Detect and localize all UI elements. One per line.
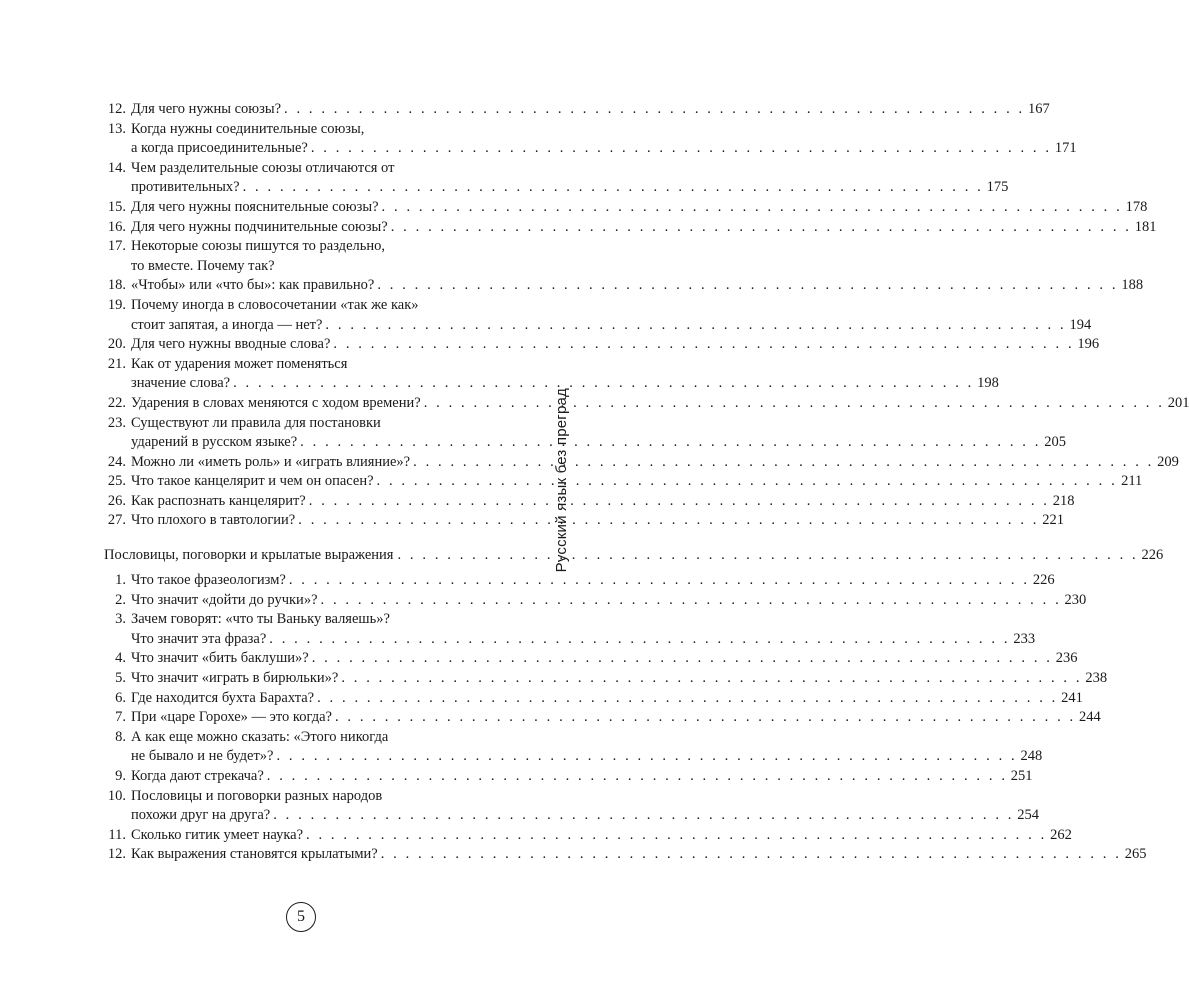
toc-entry-page: 248 xyxy=(1020,748,1043,765)
toc-entry-title: Сколько гитик умеет наука? xyxy=(131,826,304,843)
toc-entry-page: 218 xyxy=(1052,492,1075,509)
toc-entry xyxy=(104,669,1108,689)
toc-entry xyxy=(104,826,1072,846)
toc-entry-line xyxy=(131,492,1075,512)
toc-entry-body xyxy=(131,610,1036,649)
toc-entry-line xyxy=(131,591,1087,611)
toc-entry-title: Почему иногда в словосочетании «так же как» xyxy=(131,296,419,313)
toc-entry-line xyxy=(131,453,1179,473)
toc-entry-number: 16. xyxy=(107,218,126,235)
dot-leader: . . . . . . . . . . . . . . . . . . . . . . . . . . . . . . . . . . . . . . . . . . . . . . . . . . . . . . . . . . . . xyxy=(242,179,984,196)
toc-entry-body xyxy=(131,767,1033,787)
toc-entry-title: стоит запятая, а иногда — нет? xyxy=(131,316,323,333)
toc-entry-title: то вместе. Почему так? xyxy=(131,257,275,274)
toc-entry-page: 171 xyxy=(1054,140,1077,157)
toc-entry-body xyxy=(131,571,1055,591)
toc-entry-page: 175 xyxy=(986,179,1009,196)
dot-leader: . . . . . . . . . . . . . . . . . . . . . . . . . . . . . . . . . . . . . . . . . . . . . . . . . . . . . . . . . . . . xyxy=(381,198,1123,215)
toc-entry xyxy=(104,728,1043,767)
toc-entry xyxy=(104,100,1050,120)
toc-entry xyxy=(104,355,999,394)
dot-leader: . . . . . . . . . . . . . . . . . . . . . . . . . . . . . . . . . . . . . . . . . . . . . . . . . . . . . . . . . . . . xyxy=(376,473,1118,490)
toc-entry-line xyxy=(131,728,498,748)
dot-leader: . . . . . . . . . . . . . . . . . . . . . . . . . . . . . . . . . . . . . . . . . . . . . . . . . . . . . . . . . . . . xyxy=(423,394,1165,411)
toc-entry-line xyxy=(131,826,1072,846)
toc-entry-page: 244 xyxy=(1079,709,1101,726)
toc-entry-title: похожи друг на друга? xyxy=(131,807,271,824)
toc-entry-title: Как выражения становятся крылатыми? xyxy=(131,846,378,863)
toc-entry-line xyxy=(131,237,498,257)
toc-entry-page: 196 xyxy=(1077,336,1100,353)
toc-entry xyxy=(104,276,1144,296)
toc-entry-line xyxy=(131,276,1144,296)
dot-leader: . . . . . . . . . . . . . . . . . . . . . . . . . . . . . . . . . . . . . . . . . . . . . . . . . . . . . . . . . . . . xyxy=(333,336,1075,353)
toc-entry-page: 209 xyxy=(1157,453,1179,470)
toc-entry-number: 10. xyxy=(107,787,126,804)
toc-entry-body xyxy=(131,414,1066,453)
toc-entry-title: Как распознать канцелярит? xyxy=(131,492,306,509)
toc-entry-page: 238 xyxy=(1085,669,1108,686)
toc-entry xyxy=(104,492,1075,512)
toc-entry-title: Некоторые союзы пишутся то раздельно, xyxy=(131,238,385,255)
toc-entry-page: 230 xyxy=(1064,591,1087,608)
toc-entry-body xyxy=(131,728,1043,767)
toc-entry-line xyxy=(131,689,1083,709)
toc-entry xyxy=(104,218,1157,238)
toc-entry-number: 17. xyxy=(107,238,126,255)
toc-entry xyxy=(104,453,1179,473)
toc-entry-title: Когда дают стрекача? xyxy=(131,767,264,784)
toc-entry-line xyxy=(131,708,1101,728)
toc-entry-page: 236 xyxy=(1055,650,1078,667)
toc-entry-body xyxy=(131,296,1092,335)
toc-entry-line xyxy=(131,257,498,277)
toc-entry xyxy=(104,120,1077,159)
dot-leader: . . . . . . . . . . . . . . . . . . . . . . . . . . . . . . . . . . . . . . . . . . . . . . . . . . . . . . . . . . . . xyxy=(341,669,1083,686)
toc-entry-page: 233 xyxy=(1013,630,1036,647)
dot-leader: . . . . . . . . . . . . . . . . . . . . . . . . . . . . . . . . . . . . . . . . . . . . . . . . . . . . . . . . . . . . xyxy=(233,375,974,392)
toc-entry-title: Ударения в словах меняются с ходом времени? xyxy=(131,394,421,411)
toc-entry-line xyxy=(131,335,1100,355)
dot-leader: . . . . . . . . . . . . . . . . . . . . . . . . . . . . . . . . . . . . . . . . . . . . . . . . . . . . . . . . . . . . xyxy=(300,434,1041,451)
toc-entry-number: 14. xyxy=(107,159,126,176)
toc-entry xyxy=(104,296,1092,335)
toc-entry-line xyxy=(131,845,1147,865)
toc-entry-page: 262 xyxy=(1050,826,1072,843)
dot-leader: . . . . . . . . . . . . . . . . . . . . . . . . . . . . . . . . . . . . . . . . . . . . . . . . . . . . . . . . . . . . xyxy=(325,316,1067,333)
dot-leader: . . . . . . . . . . . . . . . . . . . . . . . . . . . . . . . . . . . . . . . . . . . . . . . . . . . . . . . . . . . . xyxy=(390,218,1132,235)
toc-entry-line xyxy=(131,139,1077,159)
dot-leader: . . . . . . . . . . . . . . . . . . . . . . . . . . . . . . . . . . . . . . . . . . . . . . . . . . . . . . . . . . . . xyxy=(306,826,1047,843)
toc-entry-number: 24. xyxy=(107,453,126,470)
toc-entry xyxy=(104,414,1066,453)
toc-entry xyxy=(104,571,1055,591)
toc-entry-body xyxy=(131,669,1108,689)
toc-entry-title: противительных? xyxy=(131,179,240,196)
toc-entry-line xyxy=(131,218,1157,238)
toc-entry-number: 2. xyxy=(115,591,126,608)
toc-entry-number: 20. xyxy=(107,336,126,353)
toc-entry-title: «Чтобы» или «что бы»: как правильно? xyxy=(131,277,375,294)
toc-entry-body xyxy=(131,708,1101,728)
toc-entry-line xyxy=(131,806,1040,826)
toc-entry-title: Для чего нужны подчинительные союзы? xyxy=(131,218,388,235)
toc-entry xyxy=(104,159,1009,198)
toc-entry-number: 23. xyxy=(107,414,126,431)
toc-entry-line xyxy=(131,100,1050,120)
toc-entry-title: Для чего нужны вводные слова? xyxy=(131,336,331,353)
toc-entry-number: 8. xyxy=(115,728,126,745)
toc-entry-line xyxy=(131,767,1033,787)
toc-entry-page: 226 xyxy=(1032,572,1055,588)
dot-leader: . . . . . . . . . . . . . . . . . . . . . . . . . . . . . . . . . . . . . . . . . . . . . . . . . . . . . . . . . . . . xyxy=(266,767,1008,784)
toc-entry-title: а когда присоединительные? xyxy=(131,140,308,157)
toc-entry-page: 241 xyxy=(1061,689,1083,706)
toc-entry-line xyxy=(131,120,498,140)
dot-leader: . . . . . . . . . . . . . . . . . . . . . . . . . . . . . . . . . . . . . . . . . . . . . . . . . . . . . . . . . . . . xyxy=(397,547,1139,563)
toc-entry-body xyxy=(131,453,1179,473)
toc-entry-line xyxy=(131,669,1108,689)
toc-entry xyxy=(104,767,1033,787)
toc-entry-body xyxy=(131,198,1148,218)
toc-entry-body xyxy=(131,649,1078,669)
toc-entry-line xyxy=(131,355,498,375)
toc-entry-body xyxy=(131,511,1065,531)
toc-entry-line xyxy=(131,630,1036,650)
toc-entry-page: 211 xyxy=(1121,473,1143,490)
toc-entry-title: Что значит «играть в бирюльки»? xyxy=(131,669,339,686)
toc-entry-line xyxy=(131,610,498,630)
toc-entry-page: 198 xyxy=(977,375,999,392)
toc-entry-number: 1. xyxy=(115,572,126,588)
toc-entry-line xyxy=(131,394,1189,414)
toc-entry-page: 167 xyxy=(1028,101,1050,117)
toc-entry-line xyxy=(131,649,1078,669)
toc-entry-body xyxy=(131,787,1040,826)
page-number: 5 xyxy=(297,908,305,925)
running-title xyxy=(553,388,570,572)
toc-entry-body xyxy=(131,472,1143,492)
toc-entry-body xyxy=(131,159,1009,198)
toc-entry-number: 26. xyxy=(107,492,126,509)
toc-entry-number: 11. xyxy=(108,826,126,843)
toc-entry-body xyxy=(131,355,999,394)
toc-entry xyxy=(104,689,1083,709)
toc-entry-title: Что такое канцелярит и чем он опасен? xyxy=(131,473,374,490)
toc-entry-number: 18. xyxy=(107,277,126,294)
toc-entry-body xyxy=(131,394,1189,414)
toc-entry-title: Когда нужны соединительные союзы, xyxy=(131,120,365,137)
toc-entry-title: Зачем говорят: «что ты Ваньку валяешь»? xyxy=(131,611,390,628)
toc-entry-title: ударений в русском языке? xyxy=(131,434,298,451)
toc-entry-number: 25. xyxy=(107,473,126,490)
toc-entry-title: Что значит эта фраза? xyxy=(131,630,267,647)
dot-leader: . . . . . . . . . . . . . . . . . . . . . . . . . . . . . . . . . . . . . . . . . . . . . . . . . . . . . . . . . . . . xyxy=(380,846,1122,863)
dot-leader: . . . . . . . . . . . . . . . . . . . . . . . . . . . . . . . . . . . . . . . . . . . . . . . . . . . . . . . . . . . . xyxy=(334,709,1076,726)
toc-entry-line xyxy=(131,198,1148,218)
toc-entry xyxy=(104,198,1148,218)
toc-entry-title: Как от ударения может поменяться xyxy=(131,355,348,372)
dot-leader: . . . . . . . . . . . . . . . . . . . . . . . . . . . . . . . . . . . . . . . . . . . . . . . . . . . . . . . . . . . . xyxy=(320,591,1062,608)
dot-leader: . . . . . . . . . . . . . . . . . . . . . . . . . . . . . . . . . . . . . . . . . . . . . . . . . . . . . . . . . . . . xyxy=(377,277,1119,294)
toc-entry-title: Пословицы и поговорки разных народов xyxy=(131,787,383,804)
toc-entry xyxy=(104,472,1143,492)
dot-leader: . . . . . . . . . . . . . . . . . . . . . . . . . . . . . . . . . . . . . . . . . . . . . . . . . . . . . . . . . . . . xyxy=(273,807,1015,824)
section-heading-title: Пословицы, поговорки и крылатые выражения xyxy=(104,547,394,563)
toc-entry-title: А как еще можно сказать: «Этого никогда xyxy=(131,728,389,745)
toc-entry xyxy=(104,237,498,276)
toc-entry-body xyxy=(131,845,1147,865)
toc-entry-title: Можно ли «иметь роль» и «играть влияние»? xyxy=(131,453,411,470)
toc-entry-title: Существуют ли правила для постановки xyxy=(131,414,381,431)
toc-entry-title: Что такое фразеологизм? xyxy=(131,572,286,588)
toc-entry-number: 27. xyxy=(107,512,126,529)
dot-leader: . . . . . . . . . . . . . . . . . . . . . . . . . . . . . . . . . . . . . . . . . . . . . . . . . . . . . . . . . . . . xyxy=(310,140,1052,157)
toc-entry-number: 3. xyxy=(115,611,126,628)
page-number-circle xyxy=(286,902,316,932)
toc-entry-number: 13. xyxy=(107,120,126,137)
dot-leader: . . . . . . . . . . . . . . . . . . . . . . . . . . . . . . . . . . . . . . . . . . . . . . . . . . . . . . . . . . . . xyxy=(308,492,1050,509)
toc-entry-body xyxy=(131,689,1083,709)
toc-entry-line xyxy=(131,433,1066,453)
toc-section-two xyxy=(104,571,1147,865)
toc-entry-number: 5. xyxy=(115,669,126,686)
toc-entry xyxy=(104,787,1040,826)
toc-entry xyxy=(104,610,1036,649)
toc-entry-number: 9. xyxy=(115,767,126,784)
toc-entry-body xyxy=(131,100,1050,120)
toc-entry-page: 221 xyxy=(1042,512,1065,529)
dot-leader: . . . . . . . . . . . . . . . . . . . . . . . . . . . . . . . . . . . . . . . . . . . . . . . . . . . . . . . . . . . . xyxy=(317,689,1058,706)
toc-entry-body xyxy=(131,826,1072,846)
toc-entry-number: 7. xyxy=(115,709,126,726)
toc-entry-number: 21. xyxy=(107,355,126,372)
toc-entry-body xyxy=(131,335,1100,355)
toc-entry-body xyxy=(131,120,1077,159)
toc-entry-page: 254 xyxy=(1017,807,1040,824)
dot-leader: . . . . . . . . . . . . . . . . . . . . . . . . . . . . . . . . . . . . . . . . . . . . . . . . . . . . . . . . . . . . xyxy=(269,630,1011,647)
toc-entry-line xyxy=(131,178,1009,198)
toc-entry xyxy=(104,649,1078,669)
toc-entry-number: 12. xyxy=(107,101,126,117)
toc-entry-page: 194 xyxy=(1069,316,1092,333)
toc-entry-line xyxy=(131,787,498,807)
toc-entry-body xyxy=(131,591,1087,611)
toc-entry-number: 15. xyxy=(107,198,126,215)
section-heading-page: 226 xyxy=(1141,547,1164,563)
toc-entry-body xyxy=(131,237,498,276)
running-title-text: Русский язык без преград xyxy=(553,388,570,573)
toc-entry-page: 178 xyxy=(1125,198,1148,215)
toc-entry-line xyxy=(131,747,1043,767)
toc-entry-title: Что плохого в тавтологии? xyxy=(131,512,296,529)
toc-entry-line xyxy=(131,159,498,179)
toc-entry-title: Что значит «дойти до ручки»? xyxy=(131,591,318,608)
toc-entry-body xyxy=(131,276,1144,296)
section-heading xyxy=(104,546,1164,566)
dot-leader: . . . . . . . . . . . . . . . . . . . . . . . . . . . . . . . . . . . . . . . . . . . . . . . . . . . . . . . . . . . . xyxy=(413,453,1154,470)
toc-entry-body xyxy=(131,218,1157,238)
toc-entry-number: 19. xyxy=(107,296,126,313)
toc-entry-number: 22. xyxy=(107,394,126,411)
toc-entry xyxy=(104,708,1101,728)
toc-entry-title: Для чего нужны союзы? xyxy=(131,101,281,117)
toc-entry-line xyxy=(131,571,1055,591)
toc-entry-number: 6. xyxy=(115,689,126,706)
dot-leader: . . . . . . . . . . . . . . . . . . . . . . . . . . . . . . . . . . . . . . . . . . . . . . . . . . . . . . . . . . . . xyxy=(284,101,1025,117)
toc-entry-title: Чем разделительные союзы отличаются от xyxy=(131,159,395,176)
toc-entry-title: Для чего нужны пояснительные союзы? xyxy=(131,198,379,215)
toc-entry-page: 188 xyxy=(1121,277,1144,294)
toc-entry xyxy=(104,394,1189,414)
toc-entry-line xyxy=(131,296,498,316)
toc-entry-line xyxy=(131,511,1065,531)
toc-entry-title: значение слова? xyxy=(131,375,231,392)
toc-entry-body xyxy=(131,492,1075,512)
toc-entry xyxy=(104,845,1147,865)
toc-entry-line xyxy=(131,316,1092,336)
toc-entry-page: 201 xyxy=(1167,394,1189,411)
toc-entry-title: Что значит «бить баклуши»? xyxy=(131,650,309,667)
toc-entry-title: не бывало и не будет»? xyxy=(131,748,274,765)
toc-entry-title: При «царе Горохе» — это когда? xyxy=(131,709,332,726)
toc-entry xyxy=(104,591,1087,611)
toc-entry-number: 12. xyxy=(107,846,126,863)
toc-entry-number: 4. xyxy=(115,650,126,667)
toc-entry-page: 265 xyxy=(1124,846,1147,863)
toc-entry-line xyxy=(131,414,498,434)
dot-leader: . . . . . . . . . . . . . . . . . . . . . . . . . . . . . . . . . . . . . . . . . . . . . . . . . . . . . . . . . . . . xyxy=(288,572,1030,588)
toc-entry-line xyxy=(131,374,999,394)
dot-leader: . . . . . . . . . . . . . . . . . . . . . . . . . . . . . . . . . . . . . . . . . . . . . . . . . . . . . . . . . . . . xyxy=(276,748,1018,765)
toc-entry-line xyxy=(131,472,1143,492)
toc-entry-page: 181 xyxy=(1134,218,1157,235)
toc-entry xyxy=(104,511,1065,531)
toc-entry-page: 205 xyxy=(1044,434,1066,451)
toc-entry xyxy=(104,335,1100,355)
dot-leader: . . . . . . . . . . . . . . . . . . . . . . . . . . . . . . . . . . . . . . . . . . . . . . . . . . . . . . . . . . . . xyxy=(311,650,1053,667)
toc-entry-page: 251 xyxy=(1010,767,1033,784)
toc-entry-title: Где находится бухта Барахта? xyxy=(131,689,315,706)
dot-leader: . . . . . . . . . . . . . . . . . . . . . . . . . . . . . . . . . . . . . . . . . . . . . . . . . . . . . . . . . . . . xyxy=(298,512,1040,529)
section-heading-line xyxy=(104,546,1164,566)
